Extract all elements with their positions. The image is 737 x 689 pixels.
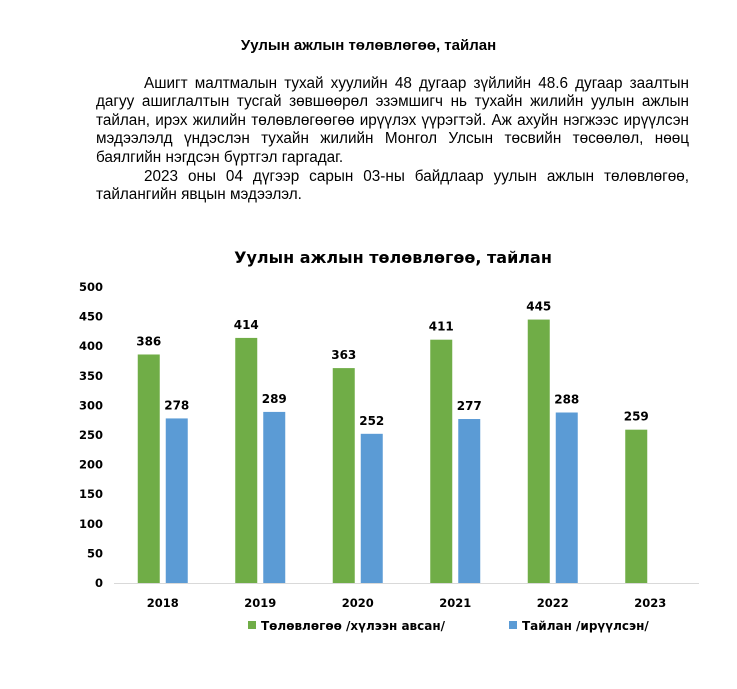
legend-label: Тайлан /ирүүлсэн/ (522, 619, 649, 633)
x-tick-label: 2018 (146, 596, 179, 610)
y-tick-label: 350 (78, 368, 103, 383)
y-tick-label: 150 (78, 487, 103, 502)
legend (248, 619, 649, 633)
status-paragraph-text: 2023 оны 04 дүгээр сарын 03-ны байдлаар уулын ажлын төлөвлөгөө, тайлангийн явцын мэдээлэл. (96, 168, 689, 204)
y-tick-label: 400 (78, 339, 103, 354)
x-tick-label: 2020 (341, 596, 374, 610)
intro-paragraph-text: Ашигт малтмалын тухай хуулийн 48 дугаар зүйлийн 48.6 дугаар заалтын дагуу ашиглалтын тусгай зөвшөөрөл эзэмшигч нь тухайн жилийн уулын ажлын тайлан, ирэх жилийн төлөвлөгөөгөө ирүүлэх үүрэгтэй. Аж ахуйн нэгжээс ирүүлсэн мэдээлэлд үндэслэн тухайн жилийн Монгол Улсын төсвийн төсөөлөл, нөөц баялгийн нэгдсэн бүртгэл гаргадаг. (96, 75, 689, 166)
y-tick-label: 200 (78, 457, 103, 472)
bar-plan (235, 338, 257, 583)
y-tick-label: 300 (78, 398, 103, 413)
y-tick-label: 100 (78, 516, 103, 531)
y-tick-label: 250 (78, 428, 103, 442)
x-tick-label: 2019 (244, 596, 277, 610)
bar-plan (430, 340, 452, 583)
bar-report (361, 434, 383, 583)
data-label: 386 (136, 334, 162, 349)
x-tick-label: 2023 (634, 596, 667, 610)
bars (136, 300, 649, 583)
legend-swatch (248, 621, 256, 629)
x-axis (147, 596, 667, 610)
data-label: 288 (554, 392, 580, 407)
data-label: 445 (526, 299, 552, 314)
legend-label: Төлөвлөгөө /хүлээн авсан/ (261, 619, 446, 633)
x-tick-label: 2021 (439, 596, 472, 610)
data-label: 414 (233, 317, 259, 332)
bar-report (556, 413, 578, 583)
y-axis (79, 280, 103, 590)
data-label: 363 (331, 348, 357, 363)
y-tick-label: 450 (78, 309, 103, 324)
data-label: 259 (623, 409, 649, 424)
x-tick-label: 2022 (536, 596, 569, 610)
bar-plan (333, 368, 355, 583)
data-label: 252 (359, 413, 385, 428)
bar-plan (528, 320, 550, 583)
data-label: 278 (164, 398, 190, 413)
bar-plan (625, 430, 647, 583)
chart-title: Уулын ажлын төлөвлөгөө, тайлан (234, 248, 552, 267)
document-title: Уулын ажлын төлөвлөгөө, тайлан (240, 37, 497, 54)
y-tick-label: 500 (78, 280, 103, 294)
bar-report (166, 418, 188, 583)
data-label: 289 (261, 391, 287, 406)
y-tick-label: 50 (86, 546, 103, 561)
legend-swatch (509, 621, 517, 629)
bar-report (263, 412, 285, 583)
data-label: 411 (428, 319, 454, 334)
bar-report (458, 419, 480, 583)
data-label: 277 (456, 399, 482, 414)
bar-plan (138, 354, 160, 583)
y-tick-label: 0 (94, 576, 103, 590)
